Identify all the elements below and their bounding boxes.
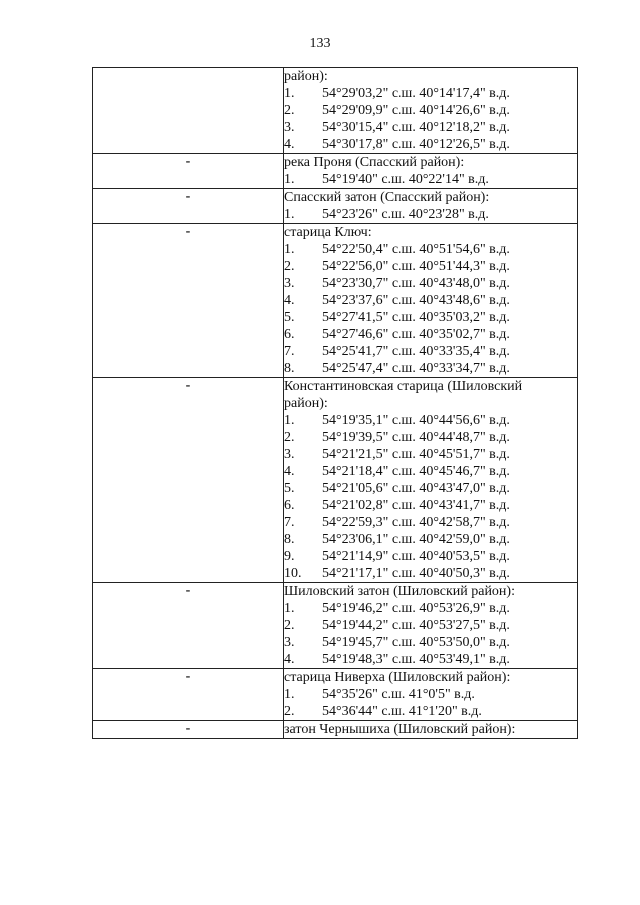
row-marker: - [185, 378, 191, 393]
location-title: Спасский затон (Спасский район): [284, 190, 490, 205]
row-marker: - [185, 189, 191, 204]
coordinate-number: 1. [284, 413, 295, 428]
coordinate-line [284, 480, 577, 497]
coordinate-number: 1. [284, 172, 295, 187]
coordinate-line [284, 136, 577, 153]
location-cell [284, 154, 578, 189]
coordinate-value: 54°27'46,6" с.ш. 40°35'02,7" в.д. [322, 327, 510, 342]
coordinate-number: 4. [284, 137, 295, 152]
row-marker-cell [93, 189, 284, 224]
coordinate-value: 54°19'46,2" с.ш. 40°53'26,9" в.д. [322, 601, 510, 616]
coordinate-line [284, 85, 577, 102]
coordinate-number: 8. [284, 532, 295, 547]
row-marker: - [185, 154, 191, 169]
row-marker-cell [93, 378, 284, 583]
coordinate-number: 1. [284, 601, 295, 616]
coordinate-value: 54°21'18,4" с.ш. 40°45'46,7" в.д. [322, 464, 510, 479]
location-cell [284, 378, 578, 583]
coordinate-value: 54°21'05,6" с.ш. 40°43'47,0" в.д. [322, 481, 510, 496]
location-title: Шиловский затон (Шиловский район): [284, 584, 515, 599]
table-row [93, 669, 578, 721]
coordinate-line [284, 565, 577, 582]
coordinate-number: 5. [284, 481, 295, 496]
row-marker-cell [93, 68, 284, 154]
coordinate-value: 54°27'41,5" с.ш. 40°35'03,2" в.д. [322, 310, 510, 325]
row-marker-cell [93, 669, 284, 721]
coordinate-value: 54°23'30,7" с.ш. 40°43'48,0" в.д. [322, 276, 510, 291]
coordinate-line [284, 292, 577, 309]
coordinate-number: 2. [284, 259, 295, 274]
coordinate-line [284, 412, 577, 429]
location-cell [284, 669, 578, 721]
coordinate-number: 2. [284, 103, 295, 118]
table-row [93, 224, 578, 378]
location-cell [284, 68, 578, 154]
coordinate-line [284, 102, 577, 119]
coordinate-line [284, 703, 577, 720]
row-marker-cell [93, 583, 284, 669]
coordinate-value: 54°19'39,5" с.ш. 40°44'48,7" в.д. [322, 430, 510, 445]
row-marker-cell [93, 224, 284, 378]
coordinate-number: 6. [284, 498, 295, 513]
coordinate-value: 54°19'48,3" с.ш. 40°53'49,1" в.д. [322, 652, 510, 667]
coordinate-value: 54°29'09,9" с.ш. 40°14'26,6" в.д. [322, 103, 510, 118]
location-cell [284, 224, 578, 378]
location-cell [284, 583, 578, 669]
coordinate-line [284, 600, 577, 617]
coordinate-line [284, 429, 577, 446]
table-row [93, 583, 578, 669]
coordinate-number: 3. [284, 635, 295, 650]
location-title: река Проня (Спасский район): [284, 155, 465, 170]
coordinate-value: 54°21'21,5" с.ш. 40°45'51,7" в.д. [322, 447, 510, 462]
row-marker: - [185, 224, 191, 239]
table-row [93, 68, 578, 154]
coordinate-value: 54°19'45,7" с.ш. 40°53'50,0" в.д. [322, 635, 510, 650]
coordinate-line [284, 241, 577, 258]
row-marker: - [185, 583, 191, 598]
coordinate-number: 8. [284, 361, 295, 376]
coordinate-value: 54°19'35,1" с.ш. 40°44'56,6" в.д. [322, 413, 510, 428]
coordinate-number: 9. [284, 549, 295, 564]
coordinate-value: 54°21'14,9" с.ш. 40°40'53,5" в.д. [322, 549, 510, 564]
coordinate-number: 5. [284, 310, 295, 325]
row-marker: - [185, 669, 191, 684]
coordinate-line [284, 360, 577, 377]
coordinate-line [284, 651, 577, 668]
coordinate-number: 4. [284, 293, 295, 308]
coordinate-number: 4. [284, 652, 295, 667]
table-row [93, 378, 578, 583]
coordinate-number: 7. [284, 344, 295, 359]
coordinate-number: 3. [284, 276, 295, 291]
coordinate-value: 54°22'50,4" с.ш. 40°51'54,6" в.д. [322, 242, 510, 257]
coordinate-value: 54°19'44,2" с.ш. 40°53'27,5" в.д. [322, 618, 510, 633]
coordinate-number: 1. [284, 687, 295, 702]
coordinate-line [284, 634, 577, 651]
location-cell [284, 189, 578, 224]
location-title: Константиновская старица (Шиловский [284, 379, 523, 394]
coordinate-line [284, 548, 577, 565]
coordinate-line [284, 119, 577, 136]
coordinate-value: 54°29'03,2" с.ш. 40°14'17,4" в.д. [322, 86, 510, 101]
coordinate-line [284, 531, 577, 548]
coordinate-value: 54°23'37,6" с.ш. 40°43'48,6" в.д. [322, 293, 510, 308]
coordinate-number: 1. [284, 86, 295, 101]
coordinate-number: 4. [284, 464, 295, 479]
location-title: старица Ниверха (Шиловский район): [284, 670, 511, 685]
coordinate-value: 54°21'02,8" с.ш. 40°43'41,7" в.д. [322, 498, 510, 513]
table-row [93, 154, 578, 189]
coordinate-line [284, 343, 577, 360]
coordinate-number: 1. [284, 207, 295, 222]
coordinate-line [284, 617, 577, 634]
location-cell [284, 721, 578, 739]
coordinate-value: 54°23'26" с.ш. 40°23'28" в.д. [322, 207, 489, 222]
table-body [93, 68, 578, 739]
coordinate-number: 2. [284, 430, 295, 445]
coordinate-line [284, 497, 577, 514]
coordinate-number: 2. [284, 618, 295, 633]
row-marker-cell [93, 721, 284, 739]
coordinate-value: 54°25'47,4" с.ш. 40°33'34,7" в.д. [322, 361, 510, 376]
coordinate-number: 2. [284, 704, 295, 719]
table-row [93, 189, 578, 224]
coordinate-line [284, 275, 577, 292]
coordinate-line [284, 326, 577, 343]
coordinate-number: 6. [284, 327, 295, 342]
coordinate-value: 54°22'56,0" с.ш. 40°51'44,3" в.д. [322, 259, 510, 274]
page-number: 133 [309, 36, 331, 51]
coordinate-value: 54°36'44" с.ш. 41°1'20" в.д. [322, 704, 482, 719]
coordinate-number: 3. [284, 447, 295, 462]
location-title: старица Ключ: [284, 225, 372, 240]
coordinate-number: 1. [284, 242, 295, 257]
row-marker: - [185, 721, 191, 736]
coordinate-value: 54°23'06,1" с.ш. 40°42'59,0" в.д. [322, 532, 510, 547]
coordinate-value: 54°22'59,3" с.ш. 40°42'58,7" в.д. [322, 515, 510, 530]
coordinate-value: 54°30'17,8" с.ш. 40°12'26,5" в.д. [322, 137, 510, 152]
coordinate-value: 54°30'15,4" с.ш. 40°12'18,2" в.д. [322, 120, 510, 135]
coordinate-number: 10. [284, 566, 302, 581]
coordinate-line [284, 258, 577, 275]
coordinate-value: 54°19'40" с.ш. 40°22'14" в.д. [322, 172, 489, 187]
coordinate-number: 3. [284, 120, 295, 135]
coordinate-line [284, 514, 577, 531]
table-row [93, 721, 578, 739]
coordinates-table [92, 67, 578, 739]
coordinate-value: 54°25'41,7" с.ш. 40°33'35,4" в.д. [322, 344, 510, 359]
location-title: район): [284, 69, 328, 84]
coordinate-value: 54°21'17,1" с.ш. 40°40'50,3" в.д. [322, 566, 510, 581]
coordinate-line [284, 206, 577, 223]
location-title: район): [284, 396, 328, 411]
location-title: затон Чернышиха (Шиловский район): [284, 722, 516, 737]
coordinate-line [284, 686, 577, 703]
coordinate-line [284, 171, 577, 188]
coordinate-line [284, 309, 577, 326]
coordinate-number: 7. [284, 515, 295, 530]
row-marker-cell [93, 154, 284, 189]
coordinate-value: 54°35'26" с.ш. 41°0'5" в.д. [322, 687, 475, 702]
coordinate-line [284, 463, 577, 480]
coordinate-line [284, 446, 577, 463]
